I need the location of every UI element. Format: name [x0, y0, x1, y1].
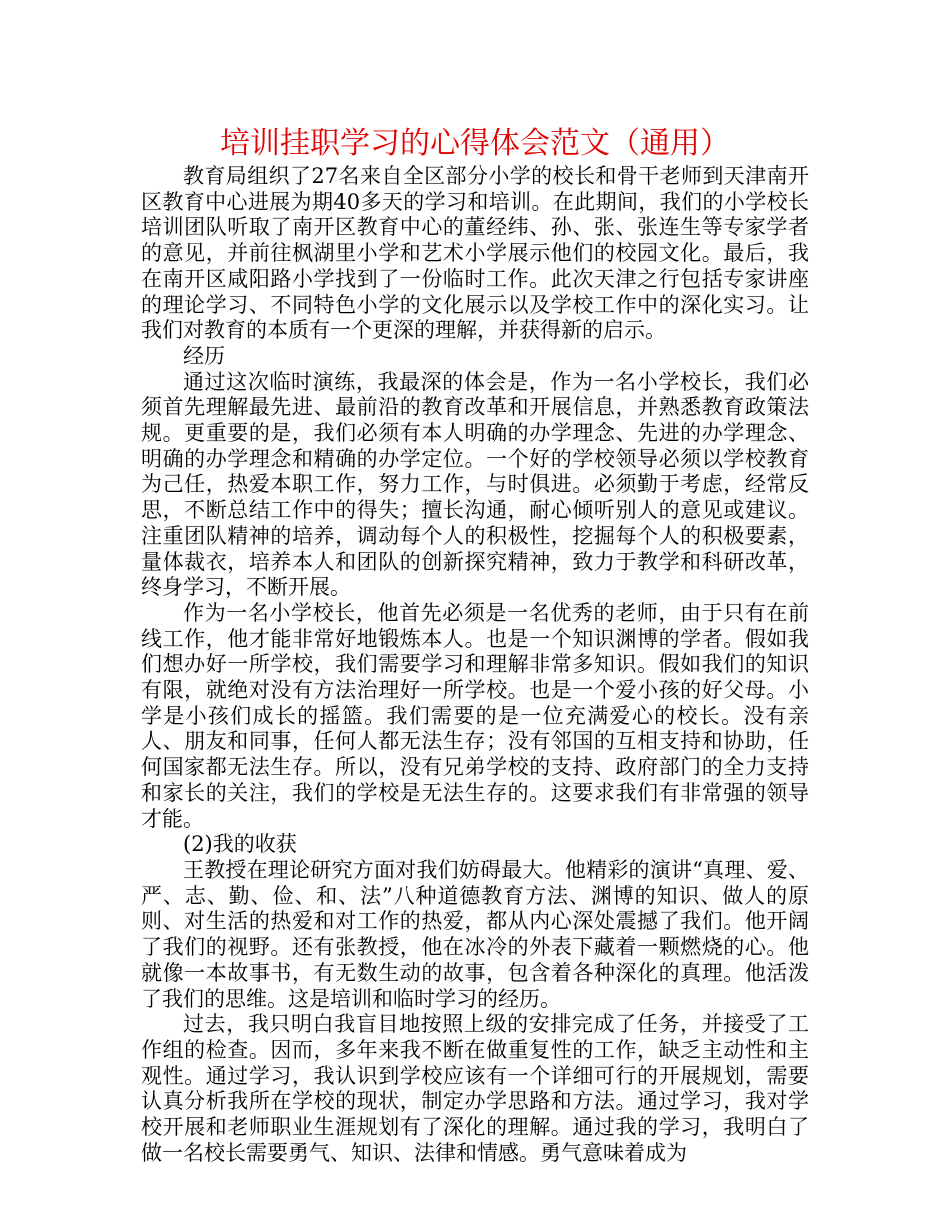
- section-heading-experience: 经历: [183, 343, 225, 368]
- paragraph-intro: 教育局组织了27名来自全区部分小学的校长和骨干老师到天津南开区教育中心进展为期40多天的学习和培训。在此期间，我们的小学校长培训团队听取了南开区教育中心的董经纬、孙、张、张连生等专家学者的意见，并前往枫湖里小学和艺术小学展示他们的校园文化。最后，我在南开区咸阳路小学找到了一份临时工作。此次天津之行包括专家讲座的理论学习、不同特色小学的文化展示以及学校工作中的深化实习。让我们对教育的本质有一个更深的理解，并获得新的启示。: [141, 164, 809, 343]
- paragraph-experience: 通过这次临时演练，我最深的体会是，作为一名小学校长，我们必须首先理解最先进、最前沿的教育改革和开展信息，并熟悉教育政策法规。更重要的是，我们必须有本人明确的办学理念、先进的办学理念、明确的办学理念和精确的办学定位。一个好的学校领导必须以学校教育为己任，热爱本职工作，努力工作，与时俱进。必须勤于考虑，经常反思，不断总结工作中的得失；擅长沟通，耐心倾听别人的意见或建议。注重团队精神的培养，调动每个人的积极性，挖掘每个人的积极要素，量体裁衣，培养本人和团队的创新探究精神，致力于教学和科研改革，终身学习，不断开展。: [141, 369, 809, 600]
- section-heading-gains: (2)我的收获: [183, 832, 297, 857]
- document-title: 培训挂职学习的心得体会范文（通用）: [220, 126, 730, 161]
- document-page: [141, 124, 809, 1166]
- paragraph-principal: 作为一名小学校长，他首先必须是一名优秀的老师，由于只有在前线工作，他才能非常好地锻炼本人。也是一个知识渊博的学者。假如我们想办好一所学校，我们需要学习和理解非常多知识。假如我们的知识有限，就绝对没有方法治理好一所学校。也是一个爱小孩的好父母。小学是小孩们成长的摇篮。我们需要的是一位充满爱心的校长。没有亲人、朋友和同事，任何人都无法生存；没有邻国的互相支持和协助，任何国家都无法生存。所以，没有兄弟学校的支持、政府部门的全力支持和家长的关注，我们的学校是无法生存的。这要求我们有非常强的领导才能。: [141, 600, 809, 831]
- document-body: [141, 164, 809, 1166]
- paragraph-reflection: 过去，我只明白我盲目地按照上级的安排完成了任务，并接受了工作组的检查。因而，多年来我不断在做重复性的工作，缺乏主动性和主观性。通过学习，我认识到学校应该有一个详细可行的开展规划，需要认真分析我所在学校的现状，制定办学思路和方法。通过学习，我对学校开展和老师职业生涯规划有了深化的理解。通过我的学习，我明白了做一名校长需要勇气、知识、法律和情感。勇气意味着成为: [141, 1012, 809, 1165]
- paragraph-professors: 王教授在理论研究方面对我们妨碍最大。他精彩的演讲“真理、爱、严、志、勤、俭、和、法”八种道德教育方法、渊博的知识、做人的原则、对生活的热爱和对工作的热爱，都从内心深处震撼了我们。他开阔了我们的视野。还有张教授，他在冰冷的外表下藏着一颗燃烧的心。他就像一本故事书，有无数生动的故事，包含着各种深化的真理。他活泼了我们的思维。这是培训和临时学习的经历。: [141, 857, 809, 1011]
